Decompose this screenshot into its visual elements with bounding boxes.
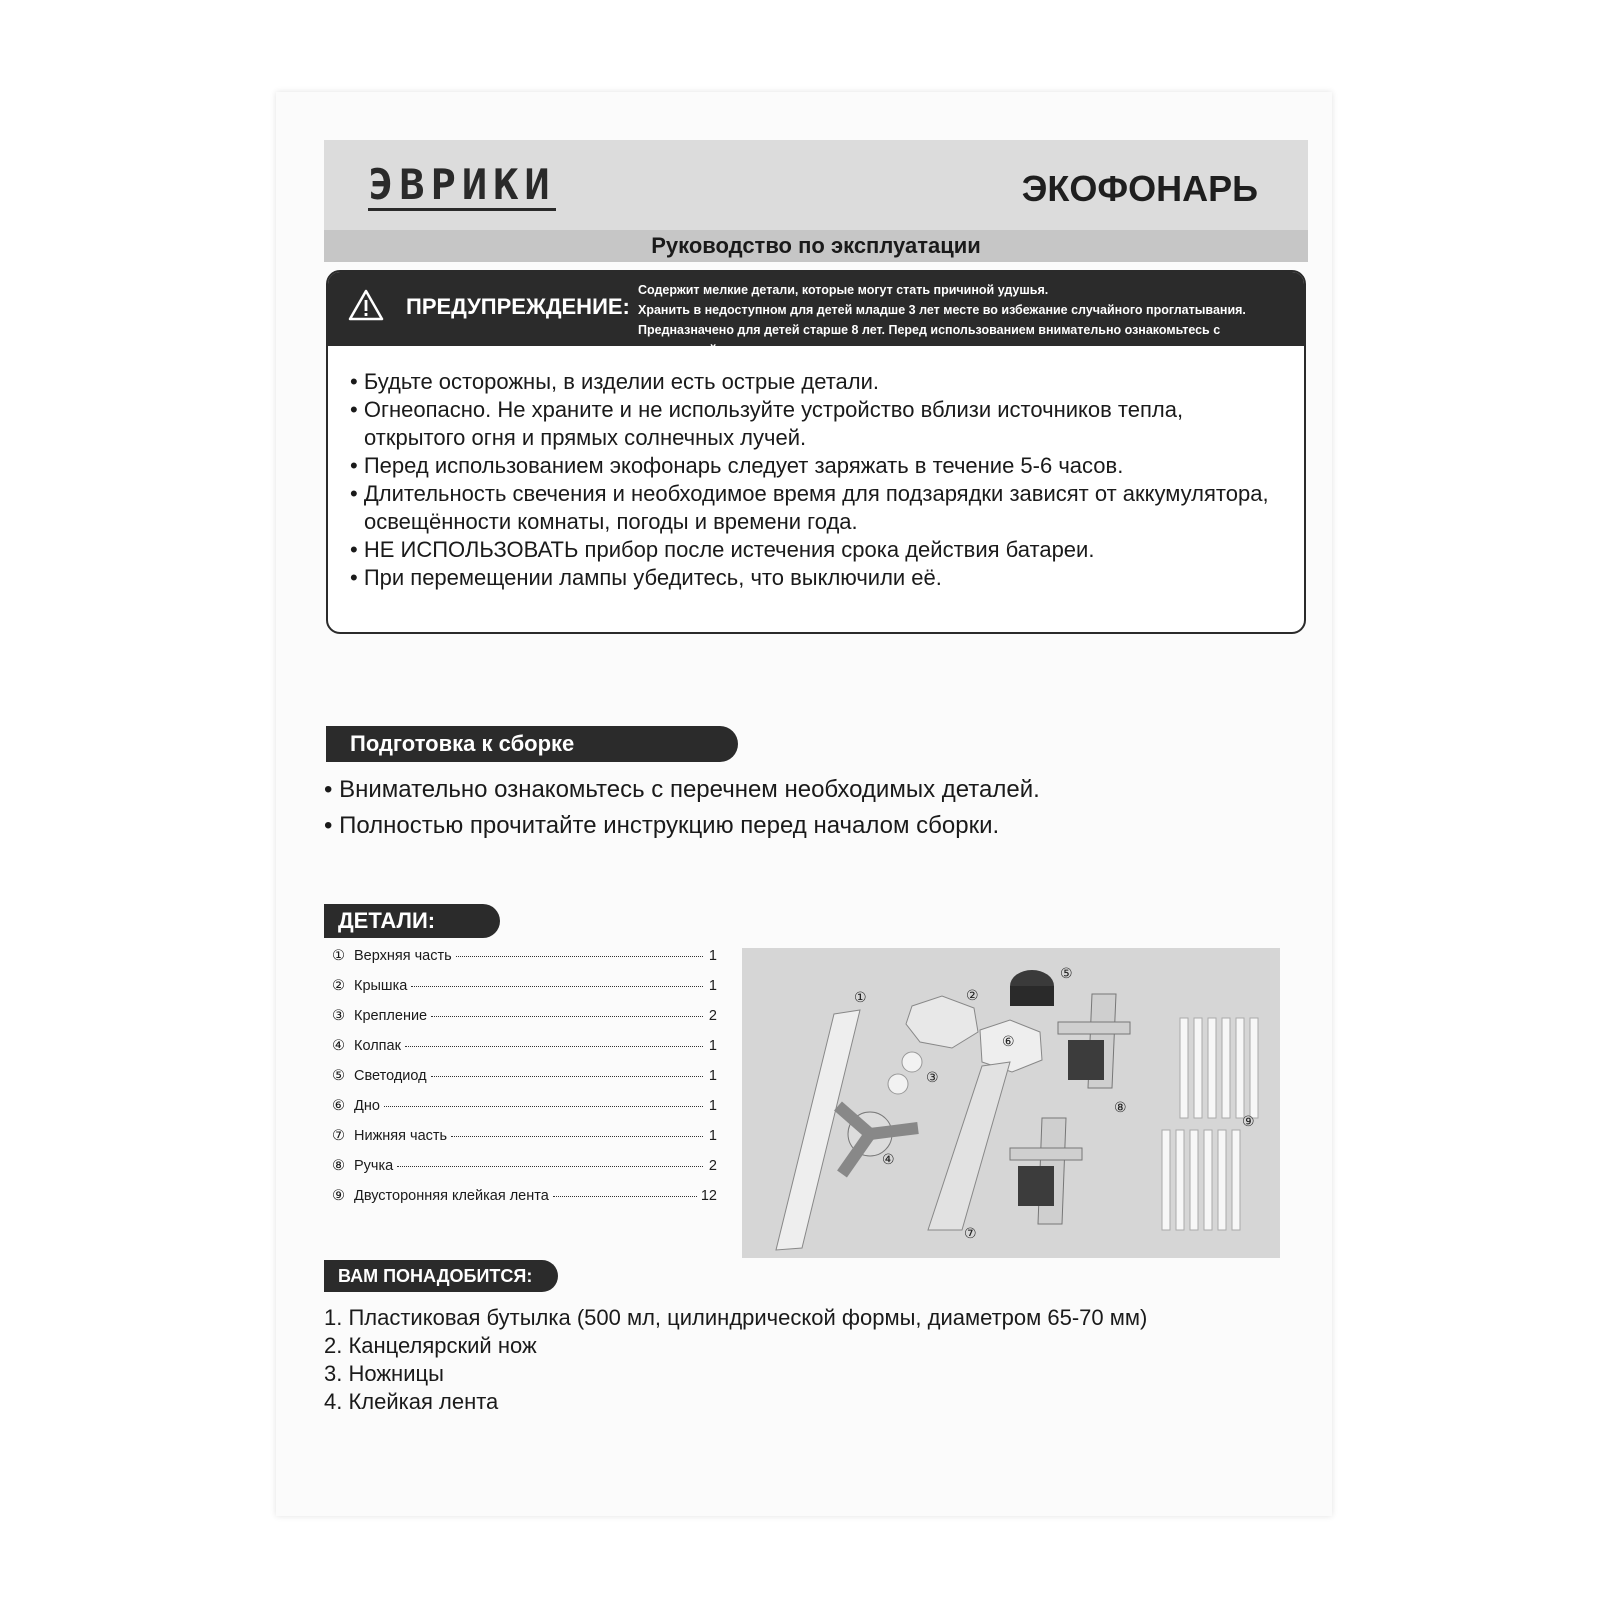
- part-qty: 1: [708, 1098, 717, 1114]
- part-qty: 1: [708, 1068, 717, 1084]
- needed-item: 4. Клейкая лента: [324, 1389, 499, 1414]
- safety-item: • Будьте осторожны, в изделии есть острые детали.: [350, 368, 1284, 396]
- preparation-list: [324, 772, 1040, 844]
- part-cap-arm: [870, 1128, 918, 1134]
- instruction-sheet: [276, 92, 1332, 1516]
- part-row: [332, 1098, 717, 1128]
- part-qty: 1: [708, 1038, 717, 1054]
- part-name: Ручка: [354, 1158, 394, 1174]
- part-row: [332, 1158, 717, 1188]
- safety-item: • Длительность свечения и необходимое время для подзарядки зависят от аккумулятора, освещённости комнаты, погоды и времени года.: [350, 480, 1284, 536]
- part-qty: 12: [700, 1188, 717, 1204]
- parts-heading: ДЕТАЛИ:: [324, 904, 500, 938]
- warning-triangle-icon: [348, 288, 384, 322]
- part-name: Нижняя часть: [354, 1128, 448, 1144]
- product-title: ЭКОФОНАРЬ: [1021, 168, 1258, 209]
- leader-dots: [451, 1136, 703, 1137]
- photo-label: ⑨: [1242, 1114, 1255, 1130]
- part-number: ⑧: [332, 1158, 345, 1174]
- part-name: Светодиод: [354, 1068, 427, 1084]
- leader-dots: [431, 1016, 703, 1017]
- part-qty: 2: [708, 1008, 717, 1024]
- safety-item: • НЕ ИСПОЛЬЗОВАТЬ прибор после истечения срока действия батареи.: [350, 536, 1284, 564]
- needed-heading: ВАМ ПОНАДОБИТСЯ:: [324, 1260, 558, 1292]
- part-name: Колпак: [354, 1038, 401, 1054]
- photo-label: ③: [926, 1070, 939, 1086]
- photo-label: ⑧: [1114, 1100, 1127, 1116]
- parts-list: [332, 948, 717, 1218]
- part-solar-panel: [1018, 1166, 1054, 1206]
- needed-item: 3. Ножницы: [324, 1361, 444, 1386]
- part-qty: 2: [708, 1158, 717, 1174]
- part-qty: 1: [708, 948, 717, 964]
- part-row: [332, 1128, 717, 1158]
- safety-item: • При перемещении лампы убедитесь, что выключили её.: [350, 564, 1284, 592]
- part-qty: 1: [708, 978, 717, 994]
- part-number: ⑤: [332, 1068, 345, 1084]
- leader-dots: [397, 1166, 703, 1167]
- leader-dots: [431, 1076, 703, 1077]
- photo-label: ⑤: [1060, 966, 1073, 982]
- part-row: [332, 1068, 717, 1098]
- parts-photo: [742, 948, 1280, 1258]
- part-row: [332, 1188, 717, 1218]
- warning-line: Хранить в недоступном для детей младше 3 лет месте во избежание случайного проглатывания.: [638, 303, 1246, 317]
- leader-dots: [553, 1196, 697, 1197]
- part-name: Дно: [354, 1098, 380, 1114]
- part-solar-panel: [1068, 1040, 1104, 1080]
- part-name: Крепление: [354, 1008, 428, 1024]
- part-led-body: [1010, 986, 1054, 1006]
- part-handle-bar: [1010, 1148, 1082, 1160]
- leader-dots: [384, 1106, 703, 1107]
- part-number: ⑨: [332, 1188, 345, 1204]
- part-number: ⑦: [332, 1128, 345, 1144]
- photo-label: ⑥: [1002, 1034, 1015, 1050]
- warning-text: [638, 280, 1304, 360]
- warning-box: [326, 270, 1306, 634]
- part-number: ①: [332, 948, 345, 964]
- warning-bar: [328, 272, 1304, 357]
- photo-label: ①: [854, 990, 867, 1006]
- part-number: ④: [332, 1038, 345, 1054]
- part-name: Верхняя часть: [354, 948, 452, 964]
- header-band: [324, 140, 1308, 230]
- part-row: [332, 978, 717, 1008]
- needed-item: 1. Пластиковая бутылка (500 мл, цилиндрической формы, диаметром 65-70 мм): [324, 1305, 1148, 1330]
- photo-label: ④: [882, 1152, 895, 1168]
- part-handle-bar: [1058, 1022, 1130, 1034]
- part-number: ⑥: [332, 1098, 345, 1114]
- needed-item: 2. Канцелярский нож: [324, 1333, 537, 1358]
- needed-list: [324, 1304, 1147, 1416]
- part-row: [332, 948, 717, 978]
- part-name: Двусторонняя клейкая лента: [354, 1188, 549, 1204]
- part-name: Крышка: [354, 978, 408, 994]
- part-row: [332, 1038, 717, 1068]
- warning-line: Предназначено для детей старше 8 лет. Перед использованием внимательно ознакомьтесь с инструкцией.: [638, 323, 1221, 357]
- part-qty: 1: [708, 1128, 717, 1144]
- leader-dots: [411, 986, 703, 987]
- part-clip: [902, 1052, 922, 1072]
- brand-logo: ЭВРИКИ: [368, 160, 556, 209]
- safety-item: • Перед использованием экофонарь следует заряжать в течение 5-6 часов.: [350, 452, 1284, 480]
- part-row: [332, 1008, 717, 1038]
- warning-line: Содержит мелкие детали, которые могут стать причиной удушья.: [638, 283, 1049, 297]
- leader-dots: [456, 956, 703, 957]
- part-clip: [888, 1074, 908, 1094]
- safety-list: [350, 368, 1284, 592]
- safety-item: • Огнеопасно. Не храните и не используйте устройство вблизи источников тепла, открытого огня и прямых солнечных лучей.: [350, 396, 1284, 452]
- part-number: ②: [332, 978, 345, 994]
- part-number: ③: [332, 1008, 345, 1024]
- photo-label: ②: [966, 988, 979, 1004]
- leader-dots: [405, 1046, 703, 1047]
- preparation-item: • Полностью прочитайте инструкцию перед началом сборки.: [324, 808, 1040, 844]
- manual-subtitle: Руководство по эксплуатации: [324, 230, 1308, 262]
- warning-title: ПРЕДУПРЕЖДЕНИЕ:: [406, 294, 630, 319]
- preparation-item: • Внимательно ознакомьтесь с перечнем необходимых деталей.: [324, 772, 1040, 808]
- photo-label: ⑦: [964, 1226, 977, 1242]
- parts-photo-illustration: [742, 948, 1280, 1258]
- preparation-heading: Подготовка к сборке: [326, 726, 738, 762]
